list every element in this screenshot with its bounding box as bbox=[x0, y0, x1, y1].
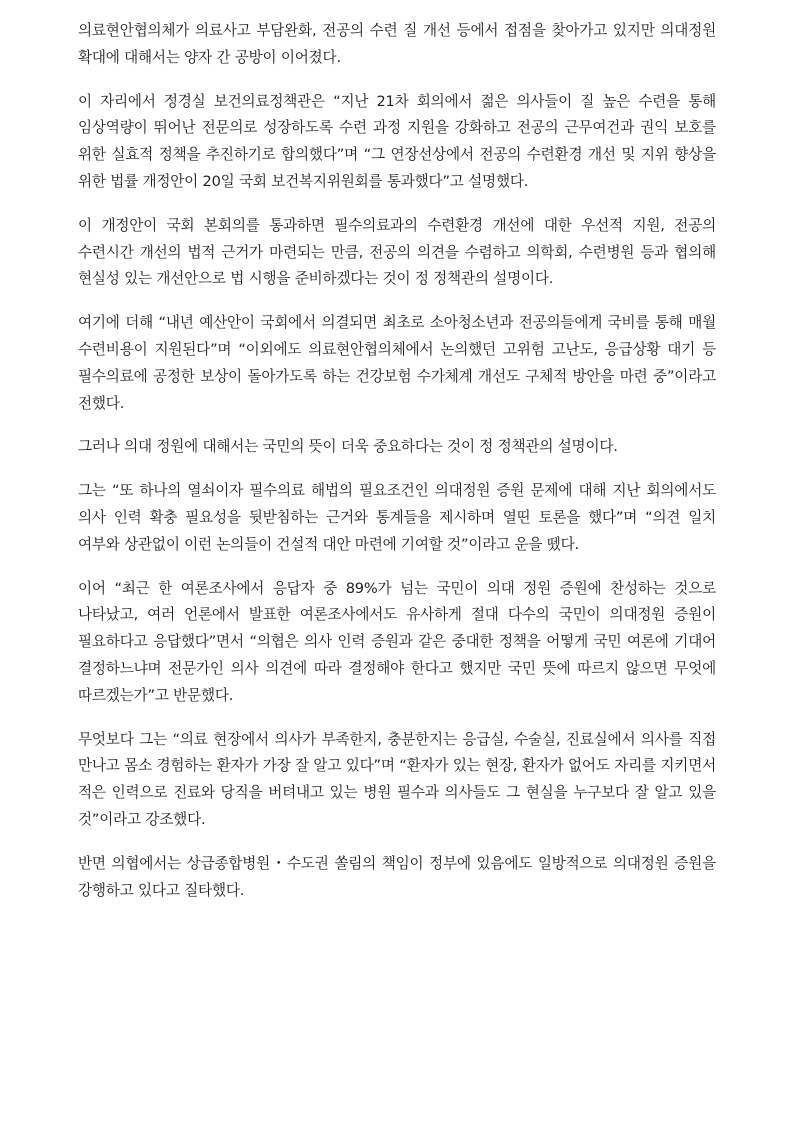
paragraph-9: 반면 의협에서는 상급종합병원・수도권 쏠림의 책임이 정부에 있음에도 일방적으로 의대정원 증원을 강행하고 있다고 질타했다. bbox=[78, 854, 716, 899]
paragraph-3: 이 개정안이 국회 본회의를 통과하면 필수의료과의 수련환경 개선에 대한 우선적 지원, 전공의 수련시간 개선의 법적 근거가 마련되는 만큼, 전공의 의견을 수렴하고 의학회, 수련병원 등과 협의해 현실성 있는 개선안으로 법 시행을 준비하겠다는 것이 정 정책관의 설명이다. bbox=[78, 216, 716, 288]
paragraph-1: 의료현안협의체가 의료사고 부담완화, 전공의 수련 질 개선 등에서 접점을 찾아가고 있지만 의대정원 확대에 대해서는 양자 간 공방이 이어졌다. bbox=[78, 22, 716, 66]
paragraph-7: 이어 “최근 한 여론조사에서 응답자 중 89%가 넘는 국민이 의대 정원 증원에 찬성하는 것으로 나타났고, 여러 언론에서 발표한 여론조사에서도 유사하게 절대 다수의 국민이 의대정원 증원이 필요하다고 응답했다”면서 “의협은 의사 인력 증원과 같은 중대한 정책을 어떻게 국민 여론에 기대어 결정하느냐며 전문가인 의사 의견에 따라 결정해야 한다고 했지만 국민 뜻에 따르지 않으면 무엇에 따르겠는가”고 반문했다. bbox=[78, 579, 716, 704]
paragraph-5: 그러나 의대 정원에 대해서는 국민의 뜻이 더욱 중요하다는 것이 정 정책관의 설명이다. bbox=[78, 438, 618, 456]
article-body bbox=[78, 18, 716, 921]
paragraph-8: 무엇보다 그는 “의료 현장에서 의사가 부족한지, 충분한지는 응급실, 수술실, 진료실에서 의사를 직접 만나고 몸소 경험하는 환자가 가장 잘 알고 있다”며 “환자가 있는 현장, 환자가 없어도 자리를 지키면서 적은 인력으로 진료와 당직을 버텨내고 있는 병원 필수과 의사들도 그 현실을 누구보다 잘 알고 있을 것”이라고 강조했다. bbox=[78, 730, 716, 828]
paragraph-6: 그는 “또 하나의 열쇠이자 필수의료 해법의 필요조건인 의대정원 증원 문제에 대해 지난 회의에서도 의사 인력 확충 필요성을 뒷받침하는 근거와 통계들을 제시하며 열띤 토론을 했다”며 “의견 일치 여부와 상관없이 이런 논의들이 건설적 대안 마련에 기여할 것”이라고 운을 뗐다. bbox=[78, 482, 716, 553]
paragraph-4: 여기에 더해 “내년 예산안이 국회에서 의결되면 최초로 소아청소년과 전공의들에게 국비를 통해 매월 수련비용이 지원된다”며 “이외에도 의료현안협의체에서 논의했던 고위험 고난도, 응급상황 대기 등 필수의료에 공정한 보상이 돌아가도록 하는 건강보험 수가체계 개선도 구체적 방안을 마련 중”이라고 전했다. bbox=[78, 314, 716, 412]
paragraph-2: 이 자리에서 정경실 보건의료정책관은 “지난 21차 회의에서 젊은 의사들이 질 높은 수련을 통해 임상역량이 뛰어난 전문의로 성장하도록 수련 과정 지원을 강화하고 전공의 근무여건과 권익 보호를 위한 실효적 정책을 추진하기로 합의했다”며 “그 연장선상에서 전공의 수련환경 개선 및 지위 향상을 위한 법률 개정안이 20일 국회 보건복지위원회를 통과했다”고 설명했다. bbox=[78, 92, 716, 190]
